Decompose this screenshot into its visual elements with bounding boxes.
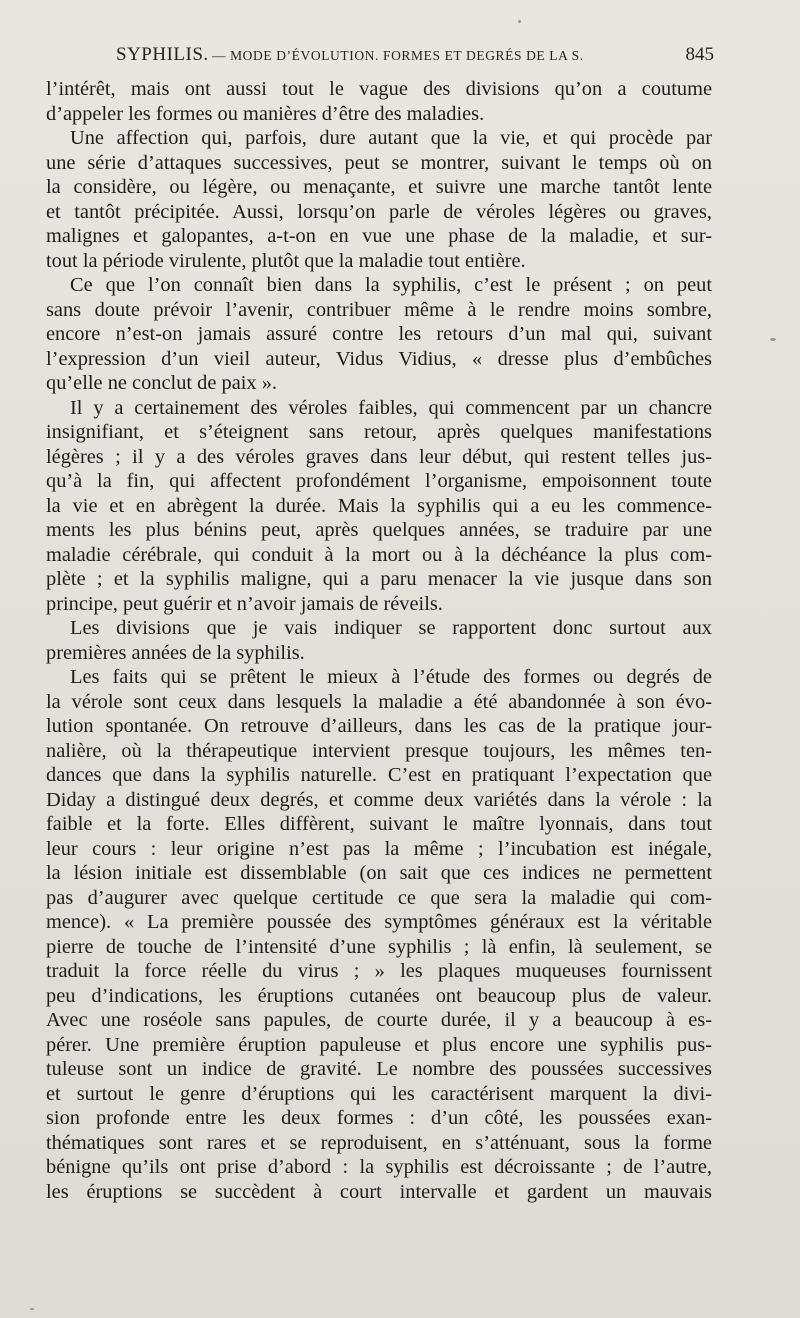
running-head-title: SYPHILIS. — [116, 44, 209, 65]
text-line: encore n’est-on jamais assuré contre les retours d’un mal qui, suivant — [46, 323, 712, 345]
running-head — [116, 44, 714, 72]
running-head-subtitle: — MODE D’ÉVOLUTION. FORMES ET DEGRÉS DE LA S. — [212, 48, 584, 63]
text-line: sans doute prévoir l’avenir, contribuer même à le rendre moins sombre, — [46, 298, 712, 321]
text-line: nalière, où la thérapeutique intervient presque toujours, les mêmes ten- — [46, 739, 712, 762]
text-line: plète ; et la syphilis maligne, qui a paru menacer la vie jusque dans son — [46, 568, 712, 590]
text-line: la considère, ou légère, ou menaçante, et suivre une marche tantôt lente — [46, 176, 712, 198]
text-line: Une affection qui, parfois, dure autant que la vie, et qui procède par — [70, 127, 712, 149]
text-line: premières années de la syphilis. — [46, 641, 305, 664]
text-line: qu’elle ne conclut de paix ». — [46, 372, 278, 394]
text-line: tout la période virulente, plutôt que la maladie tout entière. — [46, 249, 526, 272]
text-line: thématiques sont rares et se reproduisent, en s’atténuant, sous la forme — [46, 1131, 712, 1154]
text-line: Les divisions que je vais indiquer se rapportent donc surtout aux — [70, 617, 712, 639]
text-line: tuleuse sont un indice de gravité. Le nombre des poussées successives — [46, 1058, 712, 1080]
paper-speck — [30, 1308, 34, 1310]
text-line: leur cours : leur origine n’est pas la même ; l’incubation est inégale, — [46, 837, 712, 860]
text-line: légères ; il y a des véroles graves dans leur début, qui restent telles jus- — [46, 445, 712, 468]
text-line: Ce que l’on connaît bien dans la syphilis, c’est le présent ; on peut — [70, 274, 712, 296]
text-line: insignifiant, et s’éteignent sans retour, après quelques manifestations — [46, 421, 712, 443]
page-number: 845 — [685, 44, 714, 65]
text-line: principe, peut guérir et n’avoir jamais de réveils. — [46, 592, 443, 615]
text-line: l’intérêt, mais ont aussi tout le vague des divisions qu’on a coutume — [46, 78, 712, 100]
text-line: Avec une roséole sans papules, de courte durée, il y a beaucoup à es- — [46, 1009, 712, 1031]
text-line: lution spontanée. On retrouve d’ailleurs, dans les cas de la pratique jour- — [46, 715, 712, 737]
text-line: peu d’indications, les éruptions cutanées ont beaucoup plus de valeur. — [46, 984, 712, 1007]
text-line: malignes et galopantes, a-t-on en vue une phase de la maladie, et sur- — [46, 225, 712, 247]
text-line: une série d’attaques successives, peut se montrer, suivant le temps où on — [46, 151, 712, 174]
text-line: bénigne qu’ils ont prise d’abord : la syphilis est décroissante ; de l’autre, — [46, 1156, 712, 1178]
text-line: pierre de touche de l’intensité d’une syphilis ; là enfin, là seulement, se — [46, 935, 712, 958]
text-line: pas d’augurer avec quelque certitude ce que sera la maladie qui com- — [46, 886, 712, 909]
text-line: sion profonde entre les deux formes : d’un côté, les poussées exan- — [46, 1107, 712, 1129]
text-line: l’expression d’un vieil auteur, Vidus Vidius, « dresse plus d’embûches — [46, 347, 712, 370]
text-line: et tantôt précipitée. Aussi, lorsqu’on parle de véroles légères ou graves, — [46, 200, 712, 223]
text-line: la vie et en abrègent la durée. Mais la syphilis qui a eu les commence- — [46, 494, 712, 517]
text-line: faible et la forte. Elles diffèrent, suivant le maître lyonnais, dans tout — [46, 813, 712, 835]
text-line: Diday a distingué deux degrés, et comme deux variétés dans la vérole : la — [46, 788, 712, 811]
body-text — [46, 77, 712, 1204]
text-line: Il y a certainement des véroles faibles, qui commencent par un chancre — [70, 396, 712, 419]
text-line: mence). « La première poussée des symptômes généraux est la véritable — [46, 911, 712, 933]
text-line: les éruptions se succèdent à court intervalle et gardent un mauvais — [46, 1180, 712, 1203]
text-line: la vérole sont ceux dans lesquels la maladie a été abandonnée à son évo- — [46, 690, 712, 713]
paper-speck — [518, 20, 521, 23]
text-line: dances que dans la syphilis naturelle. C’est en pratiquant l’expectation que — [46, 764, 712, 786]
paper-speck — [770, 338, 776, 341]
text-line: Les faits qui se prêtent le mieux à l’étude des formes ou degrés de — [70, 666, 712, 688]
text-line: maladie cérébrale, qui conduit à la mort ou à la déchéance la plus com- — [46, 543, 712, 566]
text-line: la lésion initiale est dissemblable (on sait que ces indices ne permettent — [46, 862, 712, 884]
text-line: qu’à la fin, qui affectent profondément l’organisme, empoisonnent toute — [46, 470, 712, 492]
text-line: pérer. Une première éruption papuleuse et plus encore une syphilis pus- — [46, 1033, 712, 1056]
text-line: et surtout le genre d’éruptions qui les caractérisent marquent la divi- — [46, 1082, 712, 1105]
text-line: ments les plus bénins peut, après quelques années, se traduire par une — [46, 519, 712, 541]
text-line: traduit la force réelle du virus ; » les plaques muqueuses fournissent — [46, 960, 712, 982]
text-line: d’appeler les formes ou manières d’être des maladies. — [46, 102, 485, 125]
